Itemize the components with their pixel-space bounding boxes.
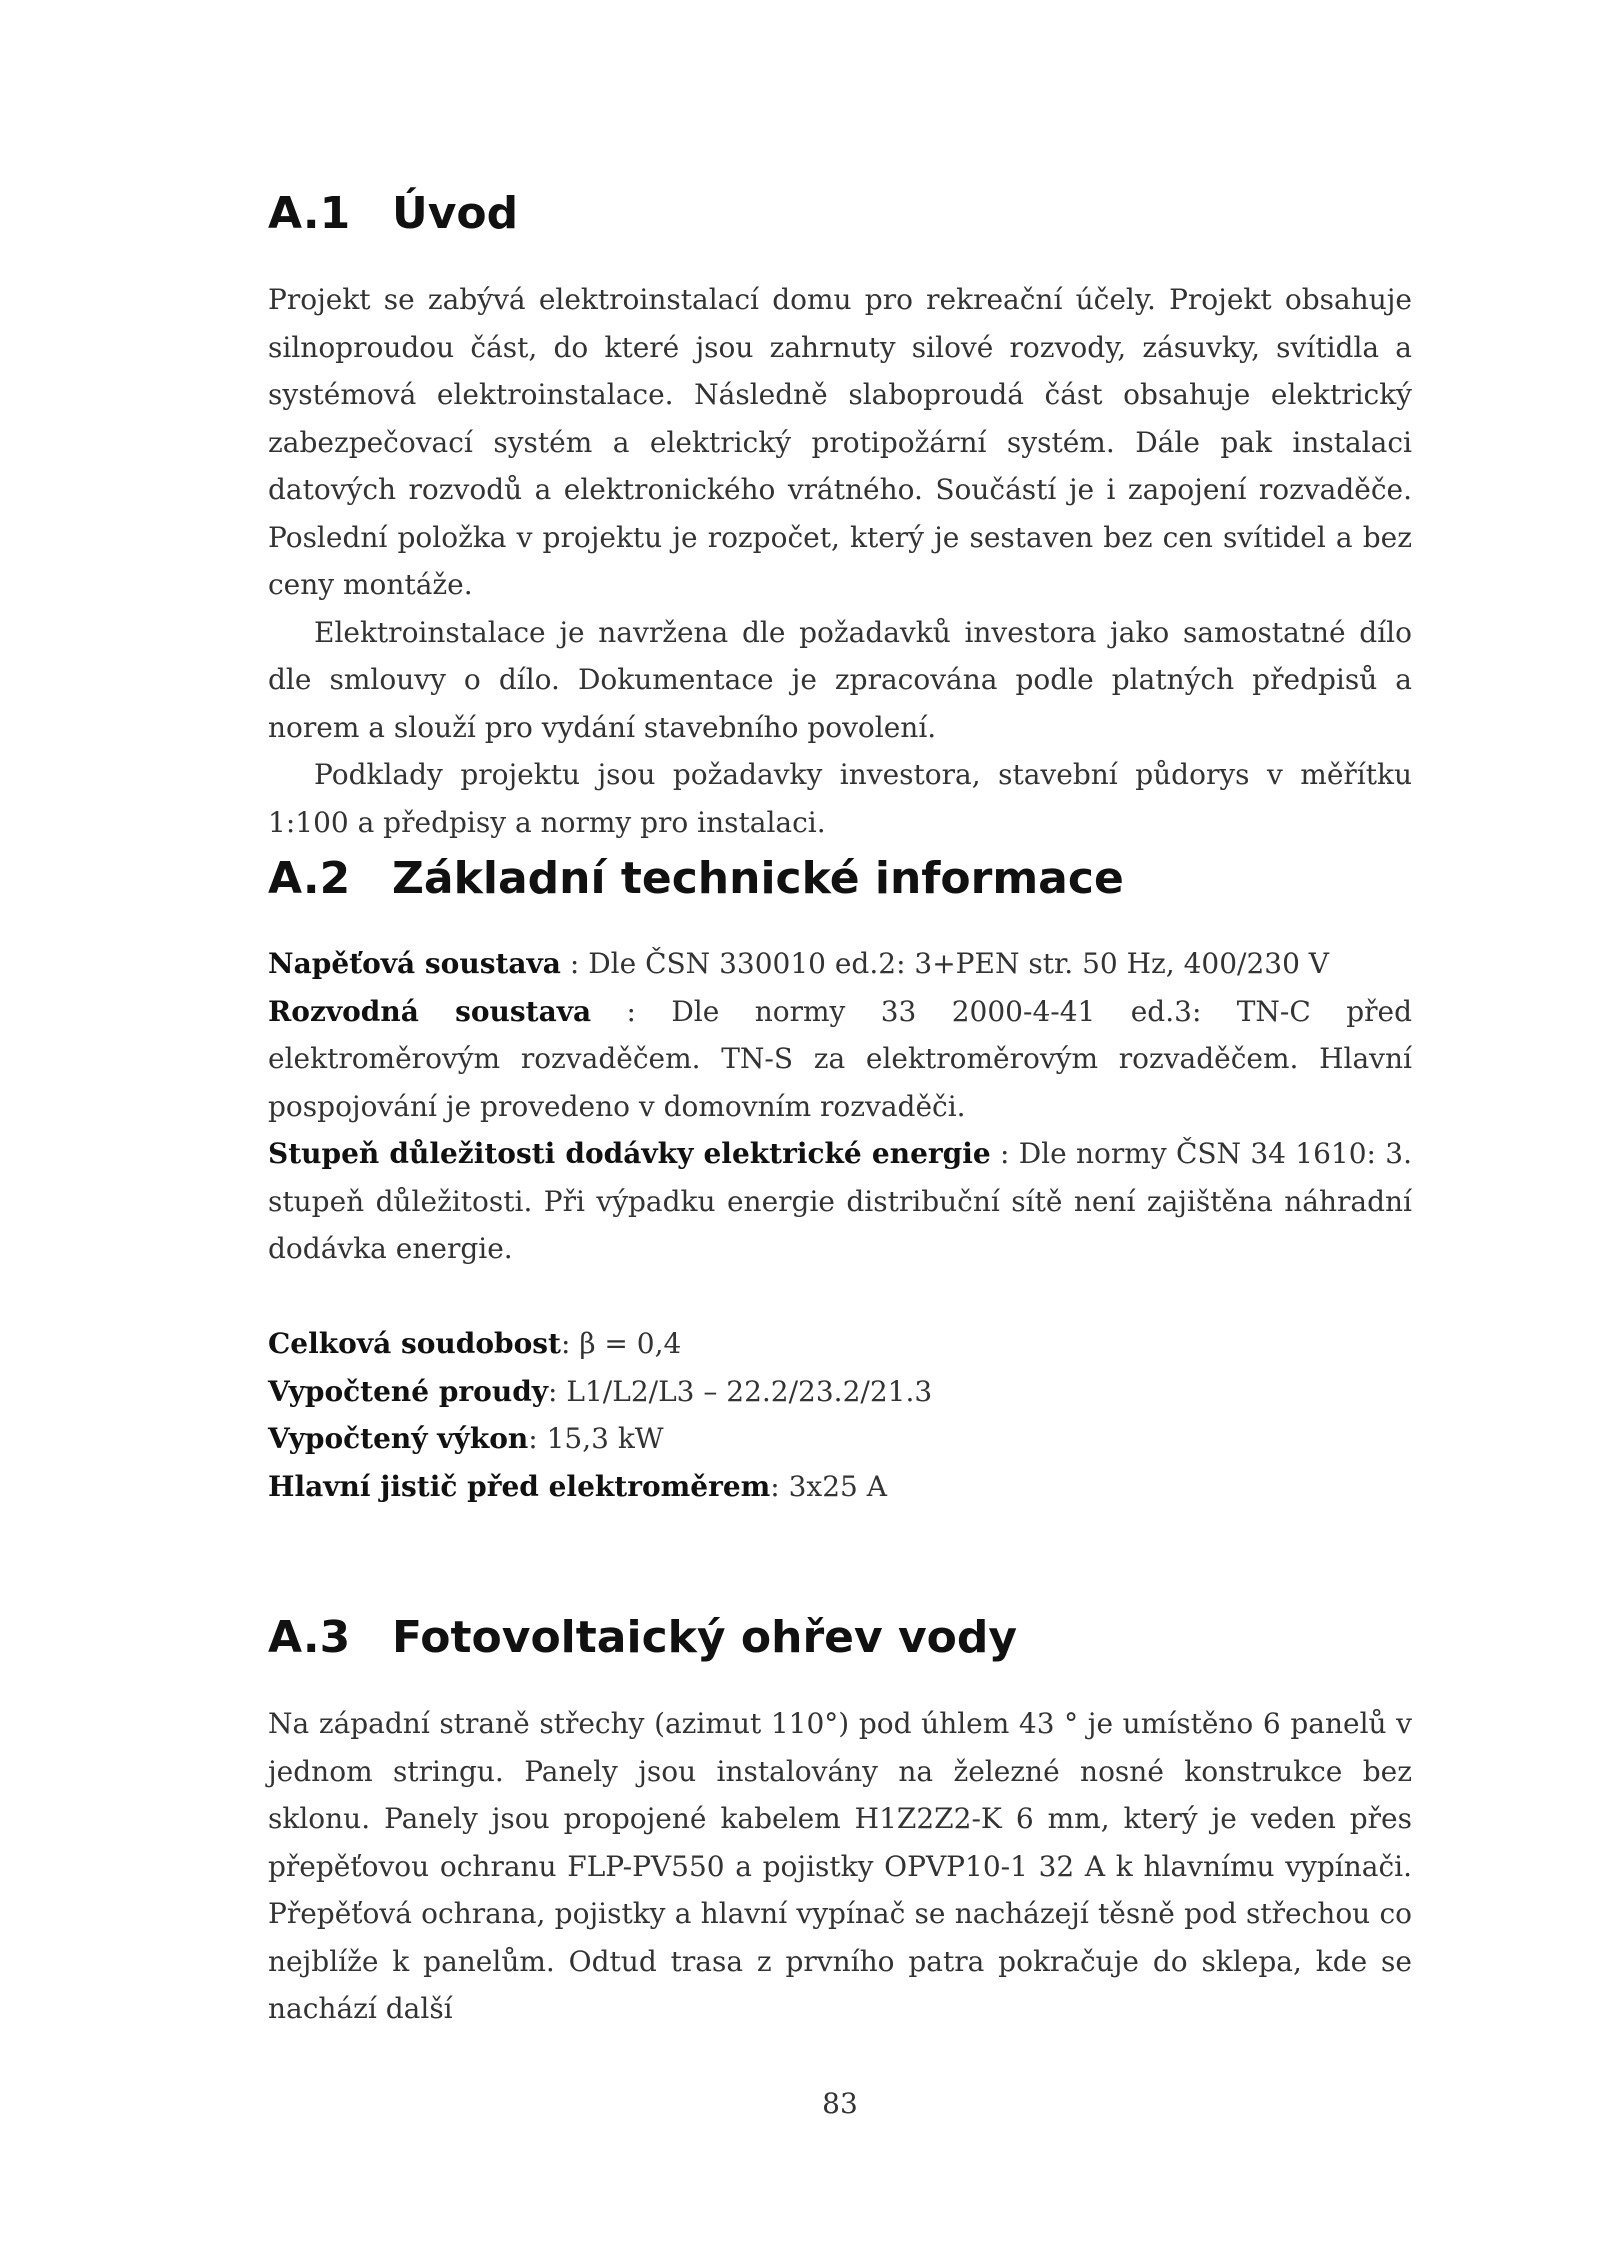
spacer [268,1273,1412,1321]
section-number: A.2 [268,853,351,904]
definition-text: : Dle normy ČSN 34 1610: 3. stupeň důležitosti. Při výpadku energie distribuční sítě není zajištěna náhradní dodávka energie. [268,1137,1412,1265]
paragraph: Elektroinstalace je navržena dle požadavků investora jako samostatné dílo dle smlouvy o dílo. Dokumentace je zpracována podle platných předpisů a norem a slouží pro vydání stavebního povolení. [268,615,1412,744]
section-heading-a3 [268,1610,1017,1666]
section-title: Základní technické informace [392,853,1124,904]
definition-term: Rozvodná soustava [268,994,592,1028]
section-a3-body [268,1700,1412,2033]
section-heading-a2 [268,851,1124,907]
value-term: Celková soudobost [268,1327,561,1360]
section-number: A.1 [268,188,351,239]
value-term: Vypočtené proudy [268,1374,549,1408]
value-text: : β = 0,4 [560,1327,682,1360]
section-title: Fotovoltaický ohřev vody [392,1612,1018,1663]
paragraph: Podklady projektu jsou požadavky investora, stavební půdorys v měřítku 1:100 a předpisy a normy pro instalaci. [268,758,1412,839]
definition-text: : Dle ČSN 330010 ed.2: 3+PEN str. 50 Hz, 400/230 V [560,947,1330,980]
value-item [268,1415,1412,1463]
value-term: Hlavní jistič před elektroměrem [268,1469,771,1503]
definition-item [268,1130,1412,1273]
section-title: Úvod [392,188,519,239]
paragraph: Projekt se zabývá elektroinstalací domu pro rekreační účely. Projekt obsahuje silnoproudou část, do které jsou zahrnuty silové rozvody, zásuvky, svítidla a systémová elektroinstalace. Následně slaboproudá část obsahuje elektrický zabezpečovací systém a elektrický protipožární systém. Dále pak instalaci datových rozvodů a elektronického vrátného. Součástí je i zapojení rozvaděče. Poslední položka v projektu je rozpočet, který je sestaven bez cen svítidel a bez ceny montáže. [268,283,1412,601]
paragraph: Na západní straně střechy (azimut 110°) pod úhlem 43 ° je umístěno 6 panelů v jednom stringu. Panely jsou instalovány na železné nosné konstrukce bez sklonu. Panely jsou propojené kabelem H1Z2Z2-K 6 mm, který je veden přes přepěťovou ochranu FLP-PV550 a pojistky OPVP10-1 32 A k hlavnímu vypínači. Přepěťová ochrana, pojistky a hlavní vypínač se nacházejí těsně pod střechou co nejblíže k panelům. Odtud trasa z prvního patra pokračuje do sklepa, kde se nachází další [268,1707,1412,2025]
value-text: : L1/L2/L3 – 22.2/23.2/21.3 [548,1374,933,1408]
section-a2-body [268,940,1412,1510]
value-text: : 15,3 kW [528,1422,664,1455]
section-number: A.3 [268,1612,351,1663]
definition-item [268,988,1412,1131]
value-item [268,1320,1412,1368]
definition-text: : Dle normy 33 2000-4-41 ed.3: TN-C před elektroměrovým rozvaděčem. TN-S za elektroměrovým rozvaděčem. Hlavní pospojování je provedeno v domovním rozvaděči. [268,994,1413,1123]
section-heading-a1 [268,186,518,242]
section-a1-body [268,276,1412,846]
definition-item [268,940,1412,988]
value-term: Vypočtený výkon [268,1422,529,1455]
document-page [268,0,1412,2263]
value-item [268,1463,1412,1511]
definition-term: Napěťová soustava [268,947,561,980]
page-number: 83 [822,2087,858,2120]
definition-term: Stupeň důležitosti dodávky elektrické energie [268,1137,991,1170]
value-text: : 3x25 A [770,1469,887,1503]
value-item [268,1368,1412,1416]
